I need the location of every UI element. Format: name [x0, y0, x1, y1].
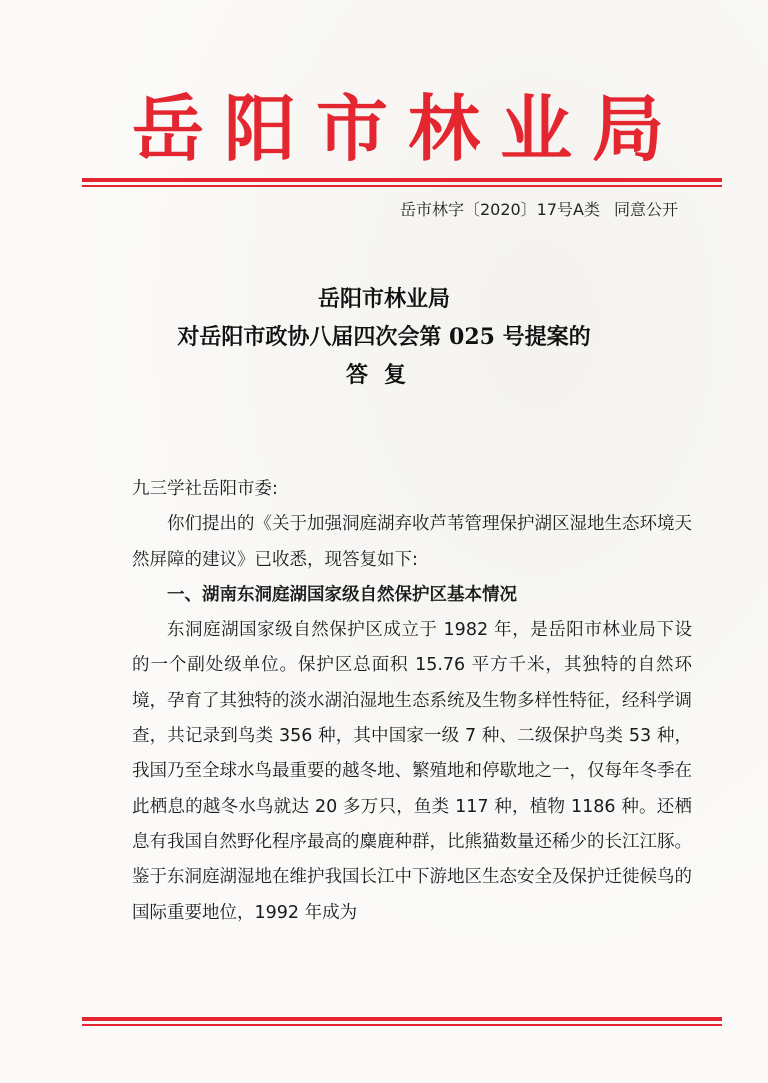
title-line-3: 答复 — [345, 362, 422, 388]
section-heading: 一、湖南东洞庭湖国家级自然保护区基本情况 — [167, 584, 517, 605]
letterhead-rule-thick — [82, 178, 722, 182]
document-number-line — [400, 198, 678, 222]
title-line-2: 对岳阳市政协八届四次会第 025 号提案的 — [177, 324, 591, 350]
letter-body — [132, 472, 692, 931]
disclosure-status: 同意公开 — [613, 200, 678, 219]
body-paragraph: 东洞庭湖国家级自然保护区成立于 1982 年，是岳阳市林业局下设的一个副处级单位。保护区总面积 15.76 平方千米，其独特的自然环境，孕育了其独特的淡水湖泊湿地生态系统及生物多样性特征，经科学调查，共记录到鸟类 356 种，其中国家一级 7 种、二级保护鸟类 53 种，我国乃至全球水鸟最重要的越冬地、繁殖地和停歇地之一，仅每年冬季在此栖息的越冬水鸟就达 20 多万只，鱼类 117 种，植物 1186 种。还栖息有我国自然野化程序最高的麋鹿种群，比熊猫数量还稀少的长江江豚。鉴于东洞庭湖湿地在维护我国长江中下游地区生态安全及保护迁徙候鸟的国际重要地位，1992 年成为 — [132, 620, 692, 923]
letterhead-title: 岳阳市林业局 — [132, 86, 685, 171]
salutation: 九三学社岳阳市委: — [132, 479, 278, 499]
body-paragraph: 你们提出的《关于加强洞庭湖弃收芦苇管理保护湖区湿地生态环境天然屏障的建议》已收悉，现答复如下: — [132, 514, 692, 570]
footer-rule-thin — [82, 1024, 722, 1026]
letterhead-rule-thin — [82, 185, 722, 187]
title-line-1: 岳阳市林业局 — [317, 286, 450, 312]
document-number: 岳市林字〔2020〕17号A类 — [399, 200, 600, 219]
footer-rule-thick — [82, 1017, 722, 1021]
